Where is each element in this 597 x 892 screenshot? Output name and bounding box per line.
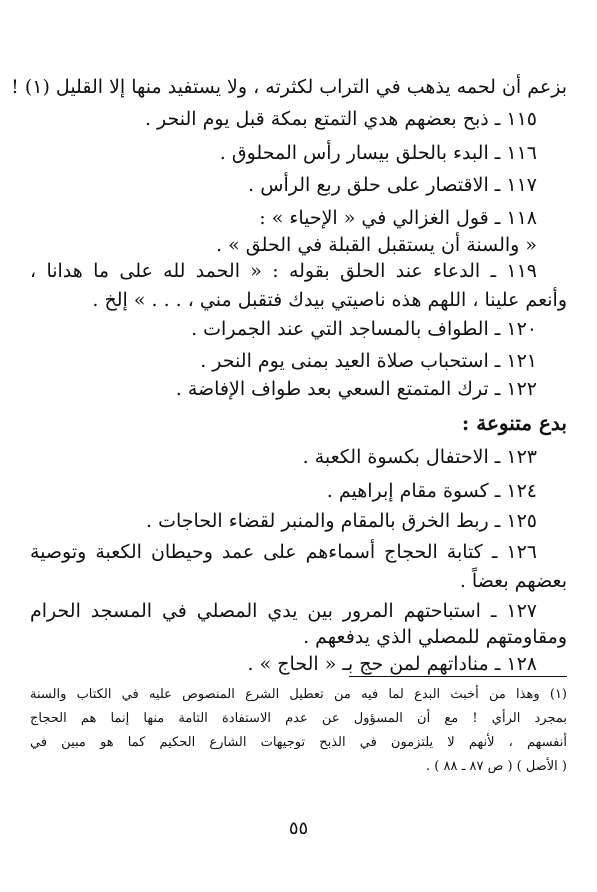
list-item-126: ١٢٦ ـ كتابة الحجاج أسماءهم على عمد وحيطان الكعبة وتوصية [30,541,537,563]
list-item-122: ١٢٢ ـ ترك المتمتع السعي بعد طواف الإفاضة . [175,378,537,400]
page-number: ٥٥ [288,818,309,839]
list-item-126-cont: بعضهم بعضاً . [459,570,567,592]
list-item-127: ١٢٧ ـ استباحتهم المرور بين يدي المصلي في المسجد الحرام [30,600,537,622]
list-item-123: ١٢٣ ـ الاحتفال بكسوة الكعبة . [302,446,537,468]
footnote-divider [349,676,567,677]
footnote-line: ( الأصل ) ( ص ٨٧ ـ ٨٨ ) . [426,759,567,774]
footnote-line: أنفسهم ، لأنهم لا يلتزمون في الذبح توجيهات الشارع الحكيم كما هو مبين في [30,735,567,750]
list-item-120: ١٢٠ ـ الطواف بالمساجد التي عند الجمرات . [191,318,537,340]
footnote-line: بمجرد الرأي ! مع أن المسؤول عن عدم الاستفادة التامة منها إنما هم الحجاج [30,711,567,726]
text-line: بزعم أن لحمه يذهب في التراب لكثرته ، ولا يستفيد منها إلا القليل (١) ! [11,76,567,98]
list-item-128: ١٢٨ ـ مناداتهم لمن حج بـ « الحاج » . [247,653,537,675]
list-item-125: ١٢٥ ـ ربط الخرق بالمقام والمنبر لقضاء الحاجات . [146,510,537,532]
list-item-118: ١١٨ ـ قول الغزالي في « الإحياء » : [259,207,537,229]
list-item-127-cont: ومقاومتهم للمصلي الذي يدفعهم . [303,626,567,648]
list-item-119: ١١٩ ـ الدعاء عند الحلق بقوله : « الحمد لله على ما هدانا ، [30,260,537,282]
list-item-117: ١١٧ ـ الاقتصار على حلق ربع الرأس . [248,174,537,196]
list-item-118-quote: « والسنة أن يستقبل القبلة في الحلق » . [216,234,537,256]
list-item-115: ١١٥ ـ ذبح بعضهم هدي التمتع بمكة قبل يوم النحر . [144,108,537,130]
list-item-121: ١٢١ ـ استحباب صلاة العيد بمنى يوم النحر . [200,350,537,372]
list-item-119-cont: وأنعم علينا ، اللهم هذه ناصيتي بيدك فتقبل مني ، . . . » إلخ . [92,289,567,311]
list-item-124: ١٢٤ ـ كسوة مقام إبراهيم . [326,480,537,502]
footnote-line: (١) وهذا من أخبث البدع لما فيه من تعطيل الشرع المنصوص عليه في الكتاب والسنة [30,687,567,702]
section-heading: بدع متنوعة : [461,411,567,435]
list-item-116: ١١٦ ـ البدء بالحلق بيسار رأس المحلوق . [219,142,537,164]
